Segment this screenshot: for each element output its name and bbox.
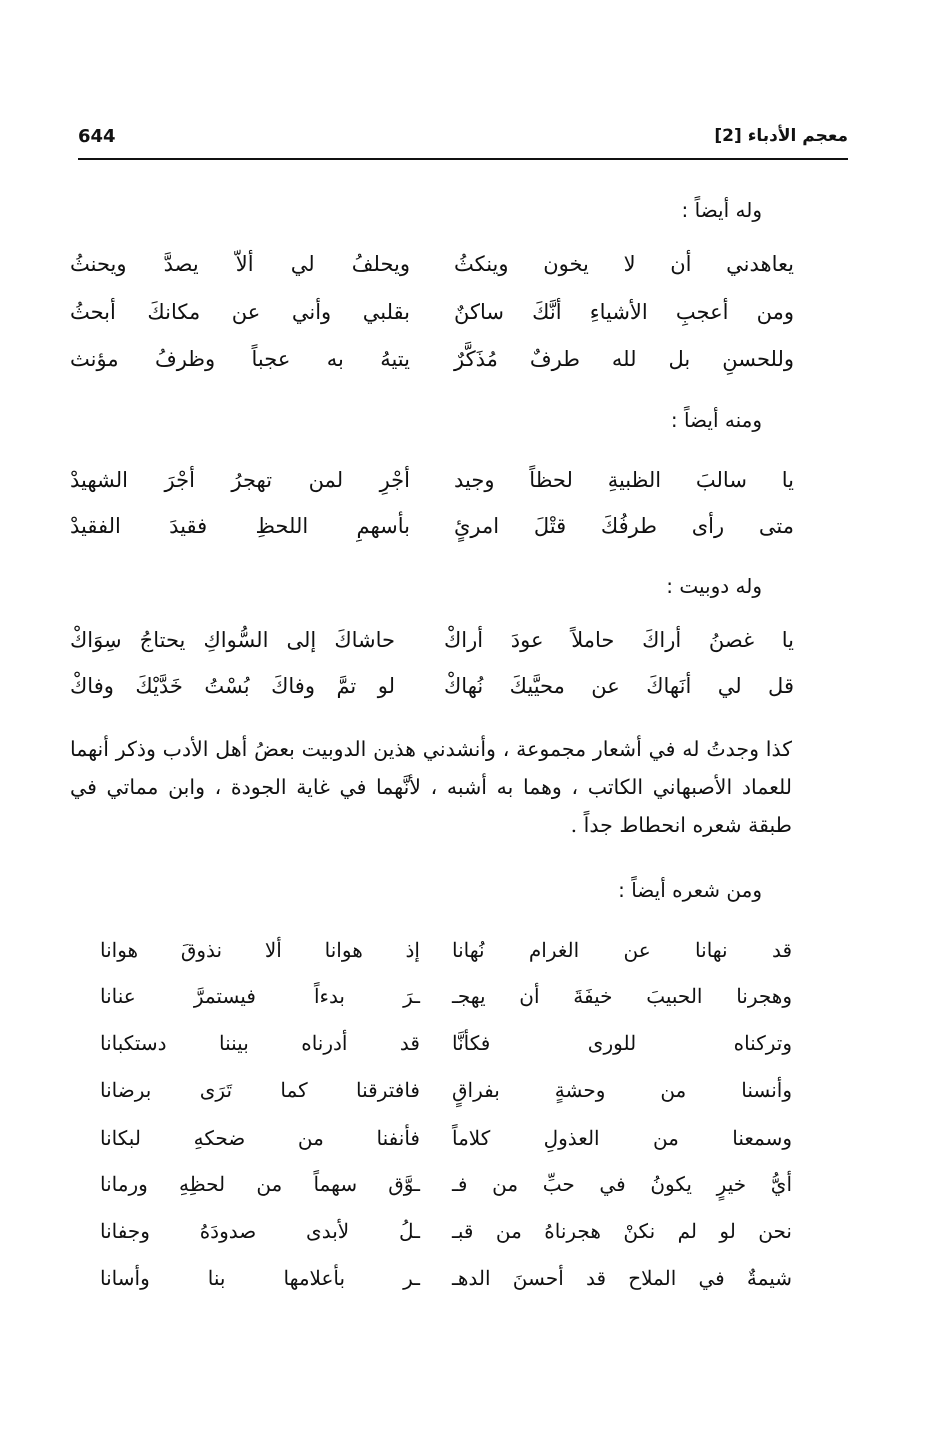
verse-row bbox=[100, 1211, 792, 1251]
page-header bbox=[78, 118, 848, 160]
verse-row bbox=[70, 620, 794, 660]
verse-second-hemistich: يتيهُ به عجباً وظرفُ مؤنث bbox=[70, 347, 410, 371]
verse-second-hemistich: ـوَّق سهماً من لحظِهِ ورمانا bbox=[100, 1172, 420, 1196]
verse-first-hemistich: وأنسنا من وحشةٍ بفراقٍ bbox=[452, 1078, 792, 1102]
verse-second-hemistich: أجْرِ لمن تهجرُ أجْرَ الشهيدْ bbox=[70, 468, 410, 492]
verse-row bbox=[100, 1070, 792, 1110]
verse-second-hemistich: حاشاكَ إلى السُّواكِ يحتاجُ سِوَاكْ bbox=[70, 628, 395, 652]
section-intro: ومن شعره أيضاً : bbox=[618, 878, 762, 902]
verse-row bbox=[100, 1118, 792, 1158]
verse-second-hemistich: إذ هوانا ألا نذوقَ هوانا bbox=[100, 938, 420, 962]
verse-row bbox=[100, 930, 792, 970]
prose-text: كذا وجدتُ له في أشعار مجموعة ، وأنشدني هذين الدوبيت بعضُ أهل الأدب وذكر أنهما للعماد الأصبهاني الكاتب ، وهما به أشبه ، لأنَّهما في غاية الجودة ، وابن مماتي في طبقة شعره انحطاط جداً . bbox=[70, 737, 792, 837]
verse-first-hemistich: ومن أعجبِ الأشياءِ أنَّكَ ساكنٌ bbox=[454, 300, 794, 324]
verse-first-hemistich: شيمةٌ في الملاح قد أحسنَ الدهـ bbox=[452, 1266, 792, 1290]
verse-first-hemistich: يا سالبَ الظبيةِ لحظاً وجيد bbox=[454, 468, 794, 492]
verse-row bbox=[100, 1164, 792, 1204]
verse-row bbox=[70, 506, 794, 546]
verse-row bbox=[100, 1258, 792, 1298]
verse-second-hemistich: فافترقنا كما تَرَى برضانا bbox=[100, 1078, 420, 1102]
verse-row bbox=[70, 339, 794, 379]
verse-second-hemistich: لو تمَّ وفاكَ بُسْتُ خَدَّيْكَ وفاكْ bbox=[70, 674, 395, 698]
verse-first-hemistich: وللحسنِ بل لله طرفٌ مُذَكَّرٌ bbox=[454, 347, 794, 371]
verse-row bbox=[70, 460, 794, 500]
verse-first-hemistich: قد نهانا عن الغرام نُهانا bbox=[452, 938, 792, 962]
verse-first-hemistich: قل لي أنَهاكَ عن محيَّيكَ نُهاكْ bbox=[444, 674, 794, 698]
verse-first-hemistich: يعاهدني أن لا يخون وينكثُ bbox=[454, 252, 794, 276]
verse-first-hemistich: يا غصنُ أراكَ حاملاً عودَ أراكْ bbox=[444, 628, 794, 652]
book-title: معجم الأدباء [2] bbox=[714, 126, 848, 146]
verse-row bbox=[70, 292, 794, 332]
section-intro: وله أيضاً : bbox=[681, 198, 762, 222]
verse-second-hemistich: ـلُ لأبدى صدودَهُ وجفانا bbox=[100, 1219, 420, 1243]
verse-second-hemistich: ويحلفُ لي ألاّ يصدَّ ويحنثُ bbox=[70, 252, 410, 276]
section-intro: ومنه أيضاً : bbox=[670, 408, 762, 432]
prose-paragraph bbox=[70, 730, 792, 844]
section-intro: وله دوبيت : bbox=[666, 574, 762, 598]
verse-row bbox=[100, 1023, 792, 1063]
verse-first-hemistich: نحن لو لم نكنْ هجرناهُ من قبـ bbox=[452, 1219, 792, 1243]
verse-first-hemistich: متى رأى طرفُكَ قتْلَ امرئٍ bbox=[454, 514, 794, 538]
verse-second-hemistich: ـر بأعلامها بنا وأسانا bbox=[100, 1266, 420, 1290]
verse-second-hemistich: بقلبي وأني عن مكانكَ أبحثُ bbox=[70, 300, 410, 324]
verse-first-hemistich: وهجرنا الحبيبَ خيفَةَ أن يهجـ bbox=[452, 984, 792, 1008]
verse-row bbox=[70, 666, 794, 706]
verse-first-hemistich: وسمعنا من العذولِ كلاماً bbox=[452, 1126, 792, 1150]
verse-second-hemistich: قد أدرناه بيننا دستكبانا bbox=[100, 1031, 420, 1055]
verse-row bbox=[70, 244, 794, 284]
page-number: 644 bbox=[78, 126, 116, 147]
verse-second-hemistich: ـرَ بدءاً فيستمرَّ عنانا bbox=[100, 984, 420, 1008]
verse-row bbox=[100, 976, 792, 1016]
verse-first-hemistich: أيُّ خيرٍ يكونُ في حبِّ من فـ bbox=[452, 1172, 792, 1196]
verse-second-hemistich: بأسهمِ اللحظِ فقيدَ الفقيدْ bbox=[70, 514, 410, 538]
verse-second-hemistich: فأنفنا من ضحكهِ لبكانا bbox=[100, 1126, 420, 1150]
verse-first-hemistich: وتركناه للورى فكأنَّا bbox=[452, 1031, 792, 1055]
